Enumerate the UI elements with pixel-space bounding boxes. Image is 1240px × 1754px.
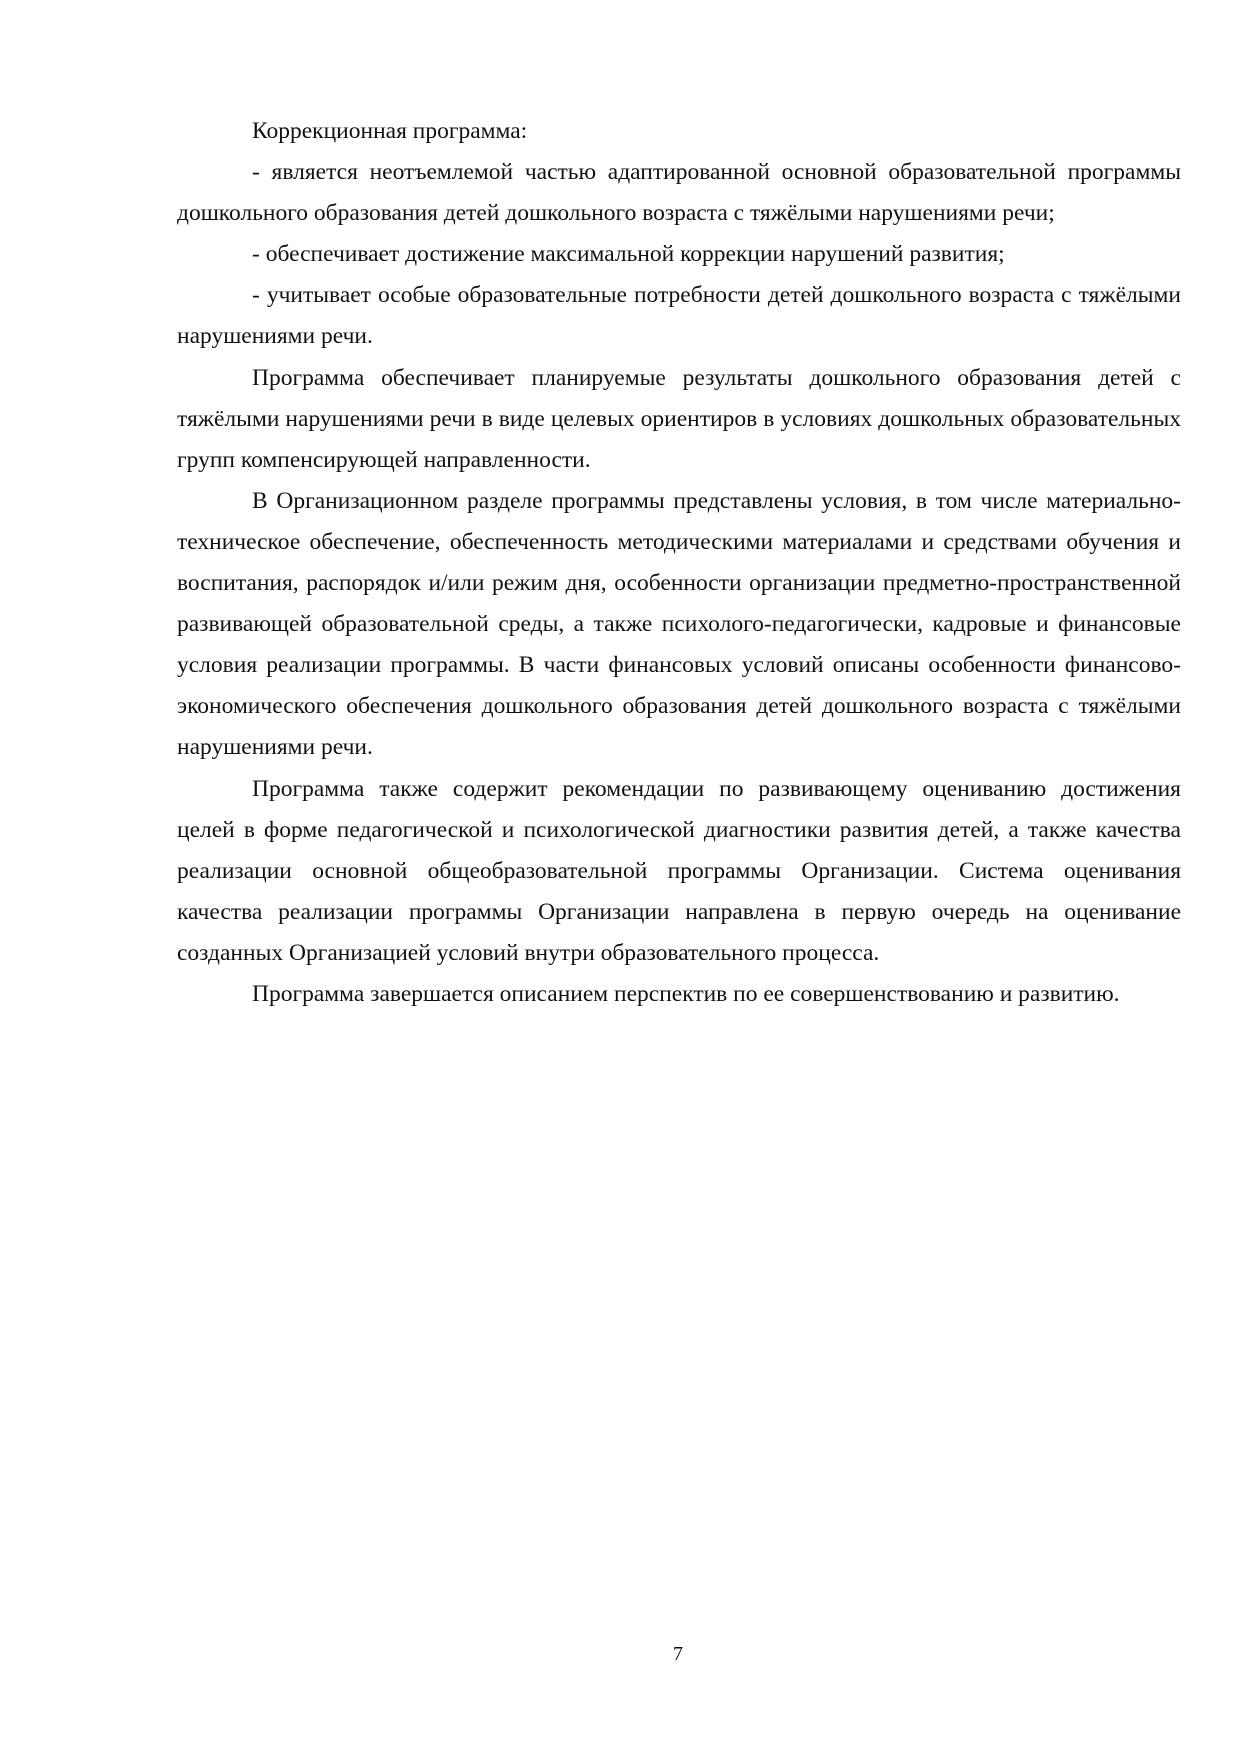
paragraph-heading: Коррекционная программа:: [252, 118, 528, 144]
paragraph-recommendations: Программа также содержит рекомендации по развивающему оцениванию достижения целей в форме педагогической и психологической диагностики развития детей, а также качества реализации основной общеобразовательной программы Организации. Система оценивания качества реализации программы Организации направлена в первую очередь на оценивание созданных Организацией условий внутри образовательного процесса.: [177, 775, 1181, 966]
paragraph-list-item-1: - является неотъемлемой частью адаптированной основной образовательной программы дошкольного образования детей дошкольного возраста с тяжёлыми нарушениями речи;: [177, 159, 1181, 227]
paragraph-conclusion: Программа завершается описанием перспектив по ее совершенствованию и развитию.: [252, 980, 1120, 1007]
paragraph-planned-results: Программа обеспечивает планируемые результаты дошкольного образования детей с тяжёлыми нарушениями речи в виде целевых ориентиров в условиях дошкольных образовательных групп компенсирующей направленности.: [177, 364, 1181, 473]
body-text: [177, 111, 1181, 1015]
paragraph-list-item-3: - учитывает особые образовательные потребности детей дошкольного возраста с тяжёлыми нарушениями речи.: [177, 282, 1181, 350]
paragraph-organizational-section: В Организационном разделе программы представлены условия, в том числе материально-техническое обеспечение, обеспеченность методическими материалами и средствами обучения и воспитания, распорядок и/или режим дня, особенности организации предметно-пространственной развивающей образовательной среды, а также психолого-педагогически, кадровые и финансовые условия реализации программы. В части финансовых условий описаны особенности финансово-экономического обеспечения дошкольного образования детей дошкольного возраста с тяжёлыми нарушениями речи.: [177, 487, 1181, 761]
page-number: 7: [673, 1643, 683, 1665]
paragraph-list-item-2: - обеспечивает достижение максимальной коррекции нарушений развития;: [252, 241, 1005, 268]
